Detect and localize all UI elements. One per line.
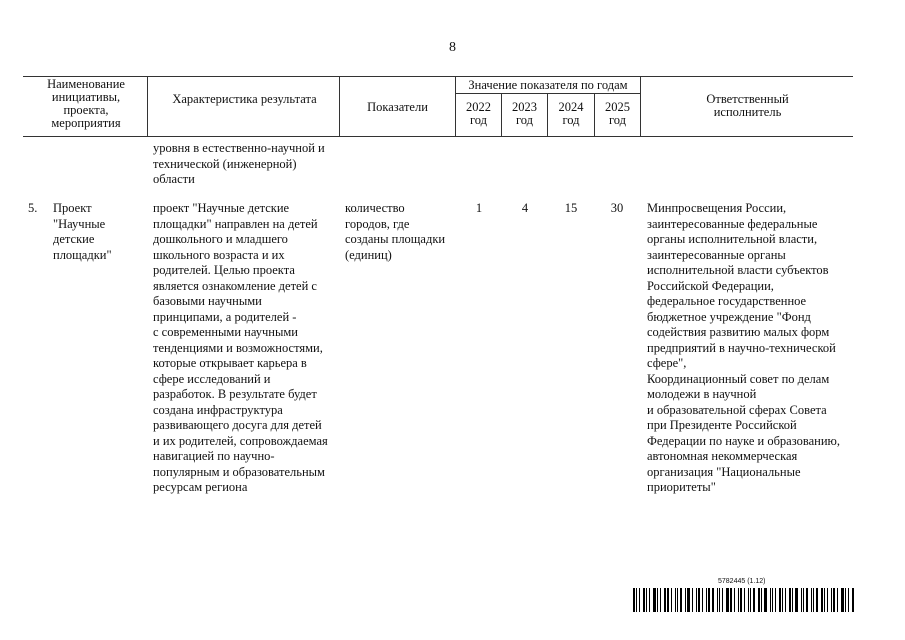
barcode-bar [667, 588, 669, 612]
barcode-bar [660, 588, 661, 612]
barcode-bar [671, 588, 672, 612]
barcode-bar [770, 588, 771, 612]
barcode-bar [677, 588, 678, 612]
header-year-2022: 2022 год [466, 100, 491, 127]
barcode-bar [738, 588, 739, 612]
row-value-2022: 1 [475, 201, 483, 215]
barcode-bar [813, 588, 814, 612]
barcode-bar [789, 588, 791, 612]
barcode-bar [779, 588, 781, 612]
barcode-bar [748, 588, 749, 612]
barcode-bar [687, 588, 690, 612]
page-number: 8 [449, 40, 456, 55]
barcode-bar [792, 588, 793, 612]
row-responsible: Минпросвещения России, заинтересованные федеральные органы исполнительной власти, заинтересованные органы исполнительной власти субъектов Российской Федерации, федеральное государственное бюджетное учреждение "Фонд содействия развитию малых форм предприятий в научно-технической сфере", Координационный совет по делам молодежи в научной и образовательной сферах Совета при Президенте Российской Федерации по науке и образованию, автономная некоммерческая организация "Национальные приоритеты" [647, 201, 840, 494]
barcode-bar [680, 588, 682, 612]
barcode-bar [664, 588, 666, 612]
barcode-bar [740, 588, 742, 612]
barcode-bar [761, 588, 762, 612]
barcode-bar [816, 588, 818, 612]
barcode-bar [750, 588, 751, 612]
barcode-bar [719, 588, 720, 612]
barcode-bar [712, 588, 714, 612]
row-value-2024: 15 [564, 201, 578, 215]
header-values-group: Значение показателя по годам [468, 78, 628, 92]
barcode-bar [639, 588, 640, 612]
barcode-bar [772, 588, 773, 612]
barcode-bar [657, 588, 658, 612]
header-name: Наименование инициативы, проекта, мероприятия [47, 77, 125, 130]
barcode-bar [806, 588, 808, 612]
row-indicator: количество городов, где созданы площадки (единиц) [345, 201, 446, 262]
barcode-bar [803, 588, 804, 612]
barcode-bar [698, 588, 700, 612]
barcode-bar [726, 588, 729, 612]
barcode-bar [653, 588, 656, 612]
row-number: 5. [28, 201, 38, 215]
barcode-bar [801, 588, 802, 612]
barcode-bar [833, 588, 835, 612]
barcode-bar [675, 588, 676, 612]
barcode-bar [636, 588, 637, 612]
barcode-bar [717, 588, 718, 612]
barcode-bar [744, 588, 745, 612]
barcode-bar [764, 588, 767, 612]
barcode-bar [692, 588, 693, 612]
barcode-bar [811, 588, 812, 612]
header-year-2023: 2023 год [512, 100, 537, 127]
barcode-bar [824, 588, 825, 612]
barcode-bar [841, 588, 844, 612]
header-indicators: Показатели [367, 100, 428, 114]
header-year-2024: 2024 год [558, 100, 584, 127]
barcode-bar [758, 588, 760, 612]
row-value-2025: 30 [610, 201, 624, 215]
header-responsible: Ответственный исполнитель [706, 92, 789, 119]
barcode-bar [734, 588, 735, 612]
barcode-bar [785, 588, 786, 612]
barcode-bar [837, 588, 838, 612]
col-divider-7 [640, 76, 641, 137]
continued-result-text: уровня в естественно-научной и технической (инженерной) области [153, 141, 325, 186]
barcode-bar [852, 588, 854, 612]
col-divider-1 [147, 76, 148, 137]
barcode-bar [845, 588, 846, 612]
barcode-bar [649, 588, 650, 612]
barcode-bar [782, 588, 783, 612]
header-result: Характеристика результата [172, 92, 317, 106]
barcode-bar [702, 588, 703, 612]
barcode-bar [696, 588, 697, 612]
row-result: проект "Научные детские площадки" направлен на детей дошкольного и младшего школьного возраста и их родителей. Целью проекта является ознакомление детей с базовыми научными принципами, а родителей - с современными научными тенденциями и возможностями, которые открывает карьера в сфере исследований и разработок. В результате будет создана инфраструктура развивающего досуга для детей и их родителей, сопровождаемая навигацией по научно- популярным и образовательным ресурсам региона [153, 201, 328, 494]
barcode-image [633, 588, 855, 612]
barcode-bar [643, 588, 645, 612]
barcode-bar [827, 588, 828, 612]
barcode-bar [831, 588, 832, 612]
barcode-bar [722, 588, 723, 612]
barcode-bar [633, 588, 635, 612]
barcode-bar [706, 588, 707, 612]
row-name: Проект "Научные детские площадки" [53, 201, 112, 262]
barcode-bar [646, 588, 647, 612]
barcode-bar [730, 588, 732, 612]
barcode-bar [775, 588, 776, 612]
barcode-bar [685, 588, 686, 612]
barcode-number: 5782445 (1.12) [718, 578, 766, 585]
row-value-2023: 4 [521, 201, 529, 215]
barcode-bar [821, 588, 823, 612]
header-year-2025: 2025 год [605, 100, 630, 127]
barcode-bar [848, 588, 849, 612]
barcode-bar [708, 588, 710, 612]
barcode-bar [795, 588, 798, 612]
barcode-bar [753, 588, 755, 612]
